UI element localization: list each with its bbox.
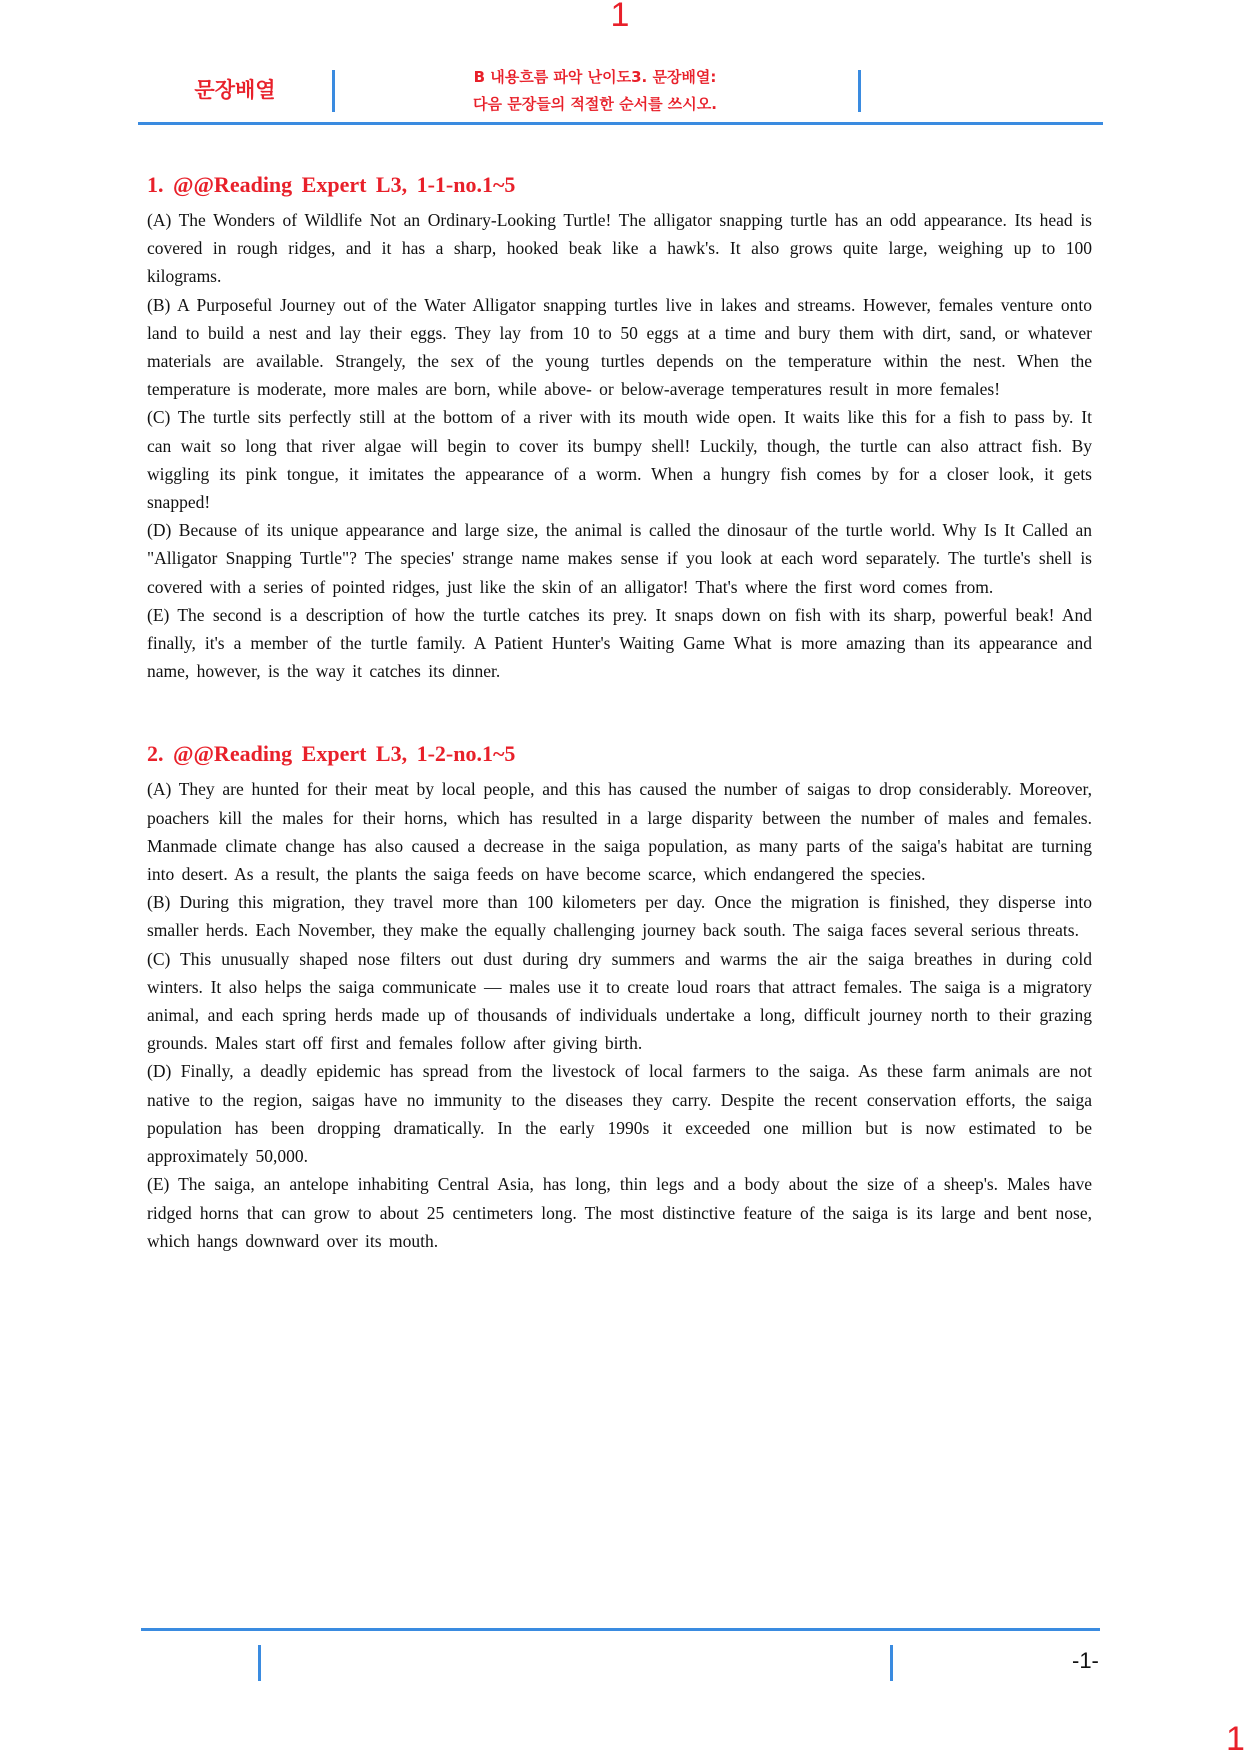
paragraph-e: (E) The second is a description of how the turtle catches its prey. It snaps down on fish with its sharp, powerful beak! And finally, it's a member of the turtle family. A Patient Hunter's Waiting Game What is more amazing than its appearance and name, however, is the way it catches its dinner. xyxy=(147,604,1092,682)
section-label: 문장배열 xyxy=(194,78,276,102)
paragraph-e: (E) The saiga, an antelope inhabiting Central Asia, has long, thin legs and a body about the size of a sheep's. Males have ridged horns that can grow to about 25 centimeters long. The most distinctive feature of the saiga is its large and bent nose, which hangs downward over its mouth. xyxy=(147,1174,1092,1251)
paragraph-b: (B) A Purposeful Journey out of the Water Alligator snapping turtles live in lakes and streams. However, females venture onto land to build a nest and lay their eggs. They lay from 10 to 50 eggs at a time and bury them with dirt, sand, or whatever materials are available. Strangely, the sex of the young turtles depends on the temperature within the nest. When the temperature is moderate, more males are born, while above- or below-average temperatures result in more females! xyxy=(147,294,1092,400)
footer-page-number: -1- xyxy=(1072,1648,1099,1673)
top-page-number: 1 xyxy=(610,0,630,34)
paragraph-b: (B) During this migration, they travel more than 100 kilometers per day. Once the migration is finished, they disperse into smaller herds. Each November, they make the equally challenging journey back south. The saiga faces several serious threats. xyxy=(147,892,1092,941)
question-2 xyxy=(147,741,1092,1254)
paragraph-c: (C) This unusually shaped nose filters out dust during dry summers and warms the air the saiga breathes in during cold winters. It also helps the saiga communicate — males use it to create loud roars that attract females. The saiga is a migratory animal, and each spring herds made up of thousands of individuals undertake a long, difficult journey north to their grazing grounds. Males start off first and females follow after giving birth. xyxy=(147,948,1092,1054)
question-title: 1. @@Reading Expert L3, 1-1-no.1~5 xyxy=(147,172,516,197)
instruction-line-2: 다음 문장들의 적절한 순서를 쓰시오. xyxy=(473,95,717,113)
question-1 xyxy=(147,172,1092,685)
instruction-line-1: B 내용흐름 파악 난이도3. 문장배열: xyxy=(473,68,717,86)
corner-page-number: 1 xyxy=(1226,1720,1245,1758)
paragraph-c: (C) The turtle sits perfectly still at the bottom of a river with its mouth wide open. It waits like this for a fish to pass by. It can wait so long that river algae will begin to cover its bumpy shell! Luckily, though, the turtle can also attract fish. By wiggling its pink tongue, it imitates the appearance of a worm. When a hungry fish comes by for a closer look, it gets snapped! xyxy=(147,407,1092,513)
instruction-box xyxy=(360,64,830,118)
worksheet-content xyxy=(147,172,1092,1311)
paragraph-a: (A) They are hunted for their meat by local people, and this has caused the number of saigas to drop considerably. Moreover, poachers kill the males for their horns, which has resulted in a large disparity between the number of males and females. Manmade climate change has also caused a decrease in the saiga population, as many parts of the saiga's habitat are turning into desert. As a result, the plants the saiga feeds on have become scarce, which endangered the species. xyxy=(147,779,1092,885)
header-rule xyxy=(138,122,1103,125)
footer-rule xyxy=(141,1628,1100,1631)
paragraph-d: (D) Finally, a deadly epidemic has spread from the livestock of local farmers to the saiga. As these farm animals are not native to the region, saigas have no immunity to the diseases they carry. Despite the recent conservation efforts, the saiga population has been dropping dramatically. In the early 1990s it exceeded one million but is now estimated to be approximately 50,000. xyxy=(147,1061,1092,1167)
paragraph-a: (A) The Wonders of Wildlife Not an Ordinary-Looking Turtle! The alligator snapping turtle has an odd appearance. Its head is covered in rough ridges, and it has a sharp, hooked beak like a hawk's. It also grows quite large, weighing up to 100 kilograms. xyxy=(147,210,1092,287)
header-divider-right xyxy=(858,70,861,112)
footer-divider-right xyxy=(890,1645,893,1681)
paragraph-d: (D) Because of its unique appearance and large size, the animal is called the dinosaur of the turtle world. Why Is It Called an "Alligator Snapping Turtle"? The species' strange name makes sense if you look at each word separately. The turtle's shell is covered with a series of pointed ridges, just like the skin of an alligator! That's where the first word comes from. xyxy=(147,520,1092,597)
footer-divider-left xyxy=(258,1645,261,1681)
question-title: 2. @@Reading Expert L3, 1-2-no.1~5 xyxy=(147,741,516,767)
header-divider-left xyxy=(332,70,335,112)
